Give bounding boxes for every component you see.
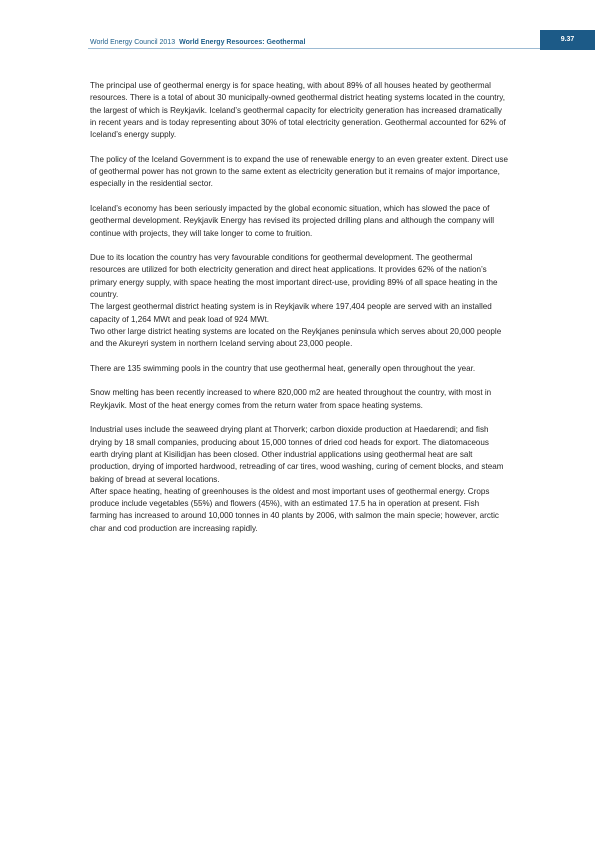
page-number-tab bbox=[540, 30, 595, 50]
paragraph: The largest geothermal district heating system is in Reykjavik where 197,404 people are served with an installed capacity of 1,264 MWt and peak load of 924 MWt. bbox=[90, 302, 492, 324]
header-organization: World Energy Council 2013 bbox=[90, 39, 176, 46]
paragraph: The policy of the Iceland Government is to expand the use of renewable energy to an even greater extent. Direct use of geothermal power has not grown to the same extent as electricity generation but it remains of major importance, especially in the residential sector. bbox=[90, 154, 508, 189]
paragraph: There are 135 swimming pools in the country that use geothermal heat, generally open throughout the year. bbox=[90, 363, 476, 373]
header-divider bbox=[88, 48, 540, 49]
paragraph: Iceland’s economy has been seriously impacted by the global economic situation, which has slowed the pace of geothermal development. Reykjavik Energy has revised its projected drilling plans and although the company will continue with projects, they will take longer to come to fruition. bbox=[90, 203, 495, 238]
paragraph: Industrial uses include the seaweed drying plant at Thorverk; carbon dioxide production at Haedarendi; and fish drying by 18 small companies, producing about 15,000 tonnes of dried cod heads for export. The diatomaceous earth drying plant at Kisilidjan has been closed. Other industrial applications using geothermal heat are salt production, drying of imported hardwood, retreading of car tires, wood washing, curing of cement blocks, and steam baking of bread at several locations. bbox=[90, 425, 504, 484]
paragraph: The principal use of geothermal energy is for space heating, with about 89% of all houses heated by geothermal resources. There is a total of about 30 municipally-owned geothermal district heating systems located in the country, the largest of which is Reykjavik. Iceland’s geothermal capacity for electricity generation has increased dramatically in recent years and is today representing about 30% of total electricity generation. Geothermal accounted for 62% of Iceland’s energy supply. bbox=[90, 81, 506, 140]
body-text bbox=[90, 80, 508, 535]
paragraph: After space heating, heating of greenhouses is the oldest and most important uses of geothermal energy. Crops produce include vegetables (55%) and flowers (45%), with an estimated 17.5 ha in operation at present. Fish farming has increased to around 10,000 tonnes in 40 plants by 2006, with salmon the main specie; however, arctic char and cod production are increasing rapidly. bbox=[90, 486, 499, 533]
page-number: 9.37 bbox=[560, 36, 575, 43]
paragraph: Due to its location the country has very favourable conditions for geothermal development. The geothermal resources are utilized for both electricity generation and direct heat applications. It provides 62% of the nation’s primary energy supply, with space heating the most important direct-use, providing 89% of all space heating in the country. bbox=[90, 253, 498, 300]
paragraph: Two other large district heating systems are located on the Reykjanes peninsula which serves about 20,000 people and the Akureyri system in northern Iceland serving about 23,000 people. bbox=[90, 326, 502, 349]
header-publication-title: World Energy Resources: Geothermal bbox=[179, 39, 306, 46]
paragraph: Snow melting has been recently increased to where 820,000 m2 are heated throughout the country, with most in Reykjavik. Most of the heat energy comes from the return water from space heating systems. bbox=[90, 388, 492, 410]
